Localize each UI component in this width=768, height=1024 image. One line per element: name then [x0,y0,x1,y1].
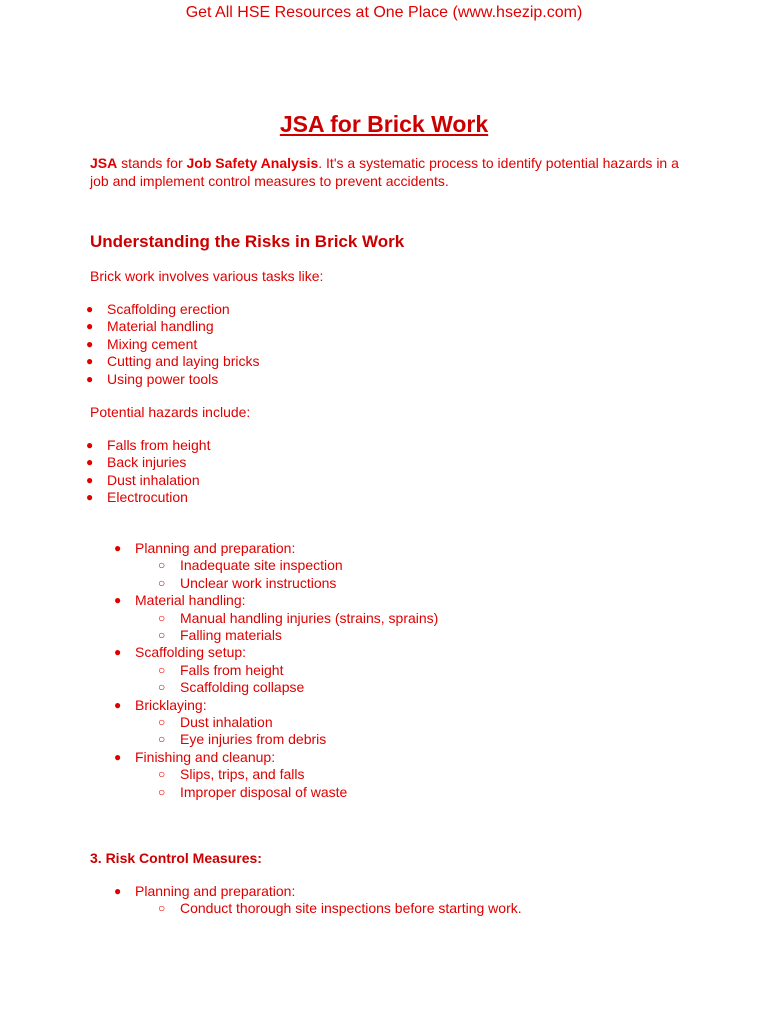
stage-item [114,592,439,644]
bullet-icon: ● [114,541,122,555]
circle-bullet-icon: ○ [158,901,166,916]
stage-item [114,748,438,801]
tasks-intro: Brick work involves various tasks like: [90,268,324,284]
sub-list-item [158,714,438,731]
list-item [86,454,210,471]
sub-item-text: Conduct thorough site inspections before starting work. [180,900,522,917]
circle-bullet-icon: ○ [158,680,166,695]
list-item [86,471,210,489]
sub-item-text: Inadequate site inspection [180,557,343,574]
hazards-list [86,437,211,507]
circle-bullet-icon: ○ [158,610,166,625]
sub-item-text: Dust inhalation [180,714,273,731]
bullet-icon: ● [86,371,94,386]
list-item-text: Mixing cement [107,335,198,352]
sub-list-item [158,731,438,748]
list-item [86,318,260,335]
list-item [86,301,260,318]
sub-list-item [158,627,438,644]
sub-list [135,766,438,801]
stage-item [114,883,522,918]
sub-item-text: Slips, trips, and falls [180,766,305,783]
circle-bullet-icon: ○ [158,732,166,747]
sub-item-text: Falling materials [180,627,282,644]
intro-rest: . It's a systematic process to identify potential hazards in a job and implement control measures to prevent accidents. [90,155,679,189]
circle-bullet-icon: ○ [158,784,166,799]
sub-list [135,610,438,645]
list-item-text: Using power tools [107,370,219,387]
hazards-intro: Potential hazards include: [90,404,251,420]
bullet-icon: ● [114,697,122,712]
bullet-icon: ● [86,455,94,470]
list-item [86,335,260,353]
sub-item-text: Unclear work instructions [180,574,337,591]
stage-label: Finishing and cleanup: [135,748,276,765]
stage-label: Bricklaying: [135,696,207,713]
sub-list-item [158,783,438,801]
circle-bullet-icon: ○ [158,558,166,573]
section-heading-risks: Understanding the Risks in Brick Work [90,232,405,251]
sub-list [135,557,438,592]
bullet-icon: ● [114,884,122,898]
tasks-list [86,301,260,388]
sub-item-text: Manual handling injuries (strains, sprains) [180,609,439,626]
list-item-text: Scaffolding erection [107,301,230,317]
bullet-icon: ● [114,593,122,608]
stage-label: Planning and preparation: [135,540,296,556]
list-item-text: Dust inhalation [107,471,200,488]
sub-list-item [158,609,439,627]
intro-paragraph [90,154,690,190]
bullet-icon: ● [86,438,94,452]
sub-item-text: Eye injuries from debris [180,731,327,748]
stage-item [114,696,438,749]
circle-bullet-icon: ○ [158,662,166,677]
list-item [86,370,260,388]
stage-item [114,644,438,696]
page-title: JSA for Brick Work [279,111,489,137]
stage-label: Planning and preparation: [135,883,296,899]
stage-item [114,540,438,592]
bullet-icon: ● [86,336,94,351]
sub-list-item [158,679,438,696]
intro-term: JSA [90,155,118,171]
control-measures-list [114,883,522,918]
stage-label: Material handling: [135,592,246,609]
sub-list-item [158,766,438,783]
bullet-icon: ● [114,645,122,660]
sub-list-item [158,557,438,574]
section-heading-control-measures: 3. Risk Control Measures: [90,850,262,866]
stage-hazards-list [114,540,439,801]
list-item [86,353,260,370]
bullet-icon: ● [86,319,94,334]
list-item-text: Material handling [107,318,214,335]
bullet-icon: ● [86,490,94,505]
sub-item-text: Scaffolding collapse [180,679,305,696]
sub-list [135,714,438,749]
list-item-text: Cutting and laying bricks [107,353,260,370]
sub-item-text: Improper disposal of waste [180,783,348,800]
sub-list-item [158,574,438,592]
header-banner: Get All HSE Resources at One Place (www.hsezip.com) [185,4,583,21]
sub-list-item [158,661,438,679]
stage-label: Scaffolding setup: [135,644,247,661]
sub-item-text: Falls from height [180,661,284,678]
circle-bullet-icon: ○ [158,767,166,782]
bullet-icon: ● [86,302,94,316]
circle-bullet-icon: ○ [158,715,166,730]
bullet-icon: ● [114,749,122,764]
list-item [86,437,211,454]
intro-expansion: Job Safety Analysis [186,155,319,171]
list-item-text: Falls from height [107,437,211,453]
bullet-icon: ● [86,354,94,369]
list-item-text: Back injuries [107,454,187,471]
sub-list-item [158,900,522,917]
list-item-text: Electrocution [107,489,188,506]
sub-list [135,900,522,917]
circle-bullet-icon: ○ [158,575,166,590]
intro-stands-for: stands for [117,155,187,171]
bullet-icon: ● [86,472,94,487]
sub-list [135,662,438,697]
circle-bullet-icon: ○ [158,628,166,643]
list-item [86,489,210,506]
